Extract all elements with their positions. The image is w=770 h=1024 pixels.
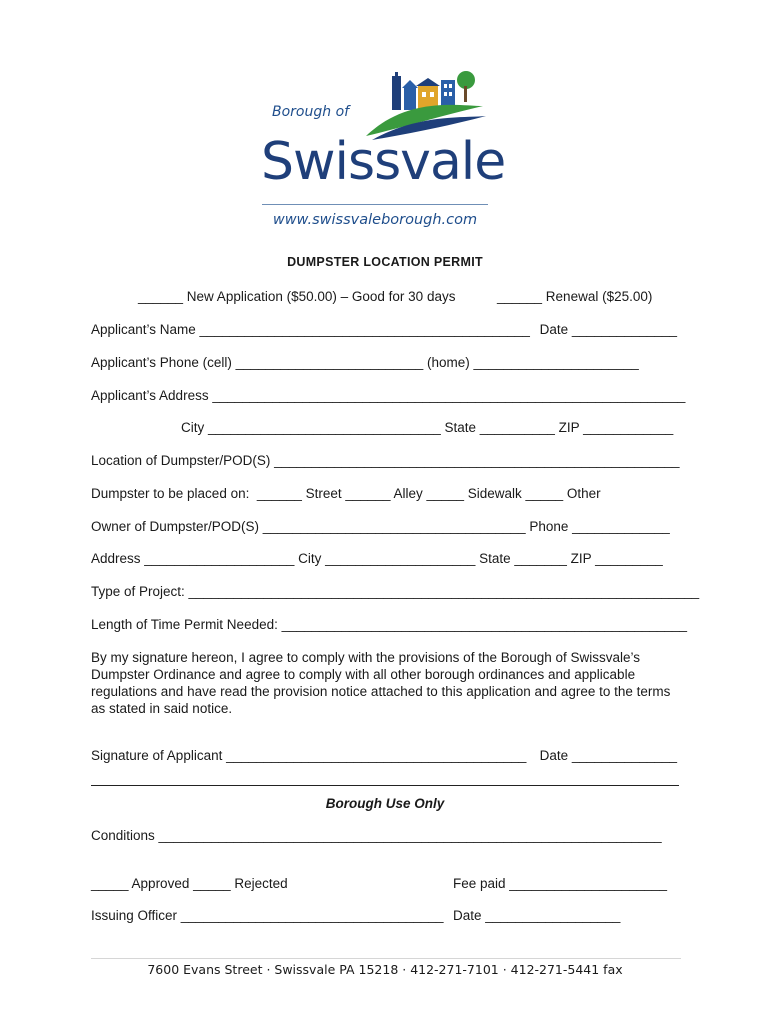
city-state-zip-field[interactable]: City _______________________________ State __________ ZIP ____________ [181, 420, 674, 435]
borough-use-title: Borough Use Only [325, 796, 445, 811]
footer-divider [91, 958, 681, 959]
approved-rejected-field[interactable]: _____ Approved _____ Rejected [91, 876, 288, 891]
project-type-field[interactable]: Type of Project: ____________________________________________________________________ [91, 584, 700, 599]
fee-paid-field[interactable]: Fee paid _____________________ [453, 876, 667, 891]
applicant-name-field[interactable]: Applicant’s Name ____________________________________________ [91, 322, 530, 337]
applicant-name-date-field[interactable]: Date ______________ [539, 322, 677, 337]
dumpster-location-field[interactable]: Location of Dumpster/POD(S) ______________________________________________________ [91, 453, 680, 468]
signature-field[interactable]: Signature of Applicant ________________________________________ [91, 748, 527, 763]
owner-address-field[interactable]: Address ____________________ City ____________________ State _______ ZIP _________ [91, 551, 663, 566]
form-title: DUMPSTER LOCATION PERMIT [287, 255, 483, 269]
permit-length-field[interactable]: Length of Time Permit Needed: ______________________________________________________ [91, 617, 688, 632]
new-application-field[interactable]: ______ New Application ($50.00) – Good for 30 days [138, 289, 456, 304]
renewal-field[interactable]: ______ Renewal ($25.00) [497, 289, 653, 304]
issue-date-field[interactable]: Date __________________ [453, 908, 621, 923]
signature-date-field[interactable]: Date ______________ [539, 748, 677, 763]
conditions-field[interactable]: Conditions ___________________________________________________________________ [91, 828, 662, 843]
applicant-address-field[interactable]: Applicant’s Address _______________________________________________________________ [91, 388, 686, 403]
footer-address: 7600 Evans Street · Swissvale PA 15218 · 412-271-7101 · 412-271-5441 fax [147, 962, 623, 977]
applicant-phone-field[interactable]: Applicant’s Phone (cell) _________________________ (home) ______________________ [91, 355, 639, 370]
agreement-paragraph: By my signature hereon, I agree to comply with the provisions of the Borough of Swissvale’s Dumpster Ordinance and agree to comply with all other borough ordinances and applicable regulations and have read the provision notice attached to this application and agree to the terms as stated in said notice. [91, 650, 671, 716]
placement-options-field[interactable]: Dumpster to be placed on: ______ Street ______ Alley _____ Sidewalk _____ Other [91, 486, 601, 501]
brand-divider [262, 204, 488, 205]
section-divider [91, 785, 679, 786]
owner-field[interactable]: Owner of Dumpster/POD(S) ___________________________________ Phone _____________ [91, 519, 670, 534]
issuing-officer-field[interactable]: Issuing Officer ___________________________________ [91, 908, 444, 923]
website-link[interactable]: www.swissvaleborough.com [272, 212, 478, 228]
brand-prefix: Borough of [272, 104, 350, 120]
brand-name: Swissvale [261, 132, 506, 192]
